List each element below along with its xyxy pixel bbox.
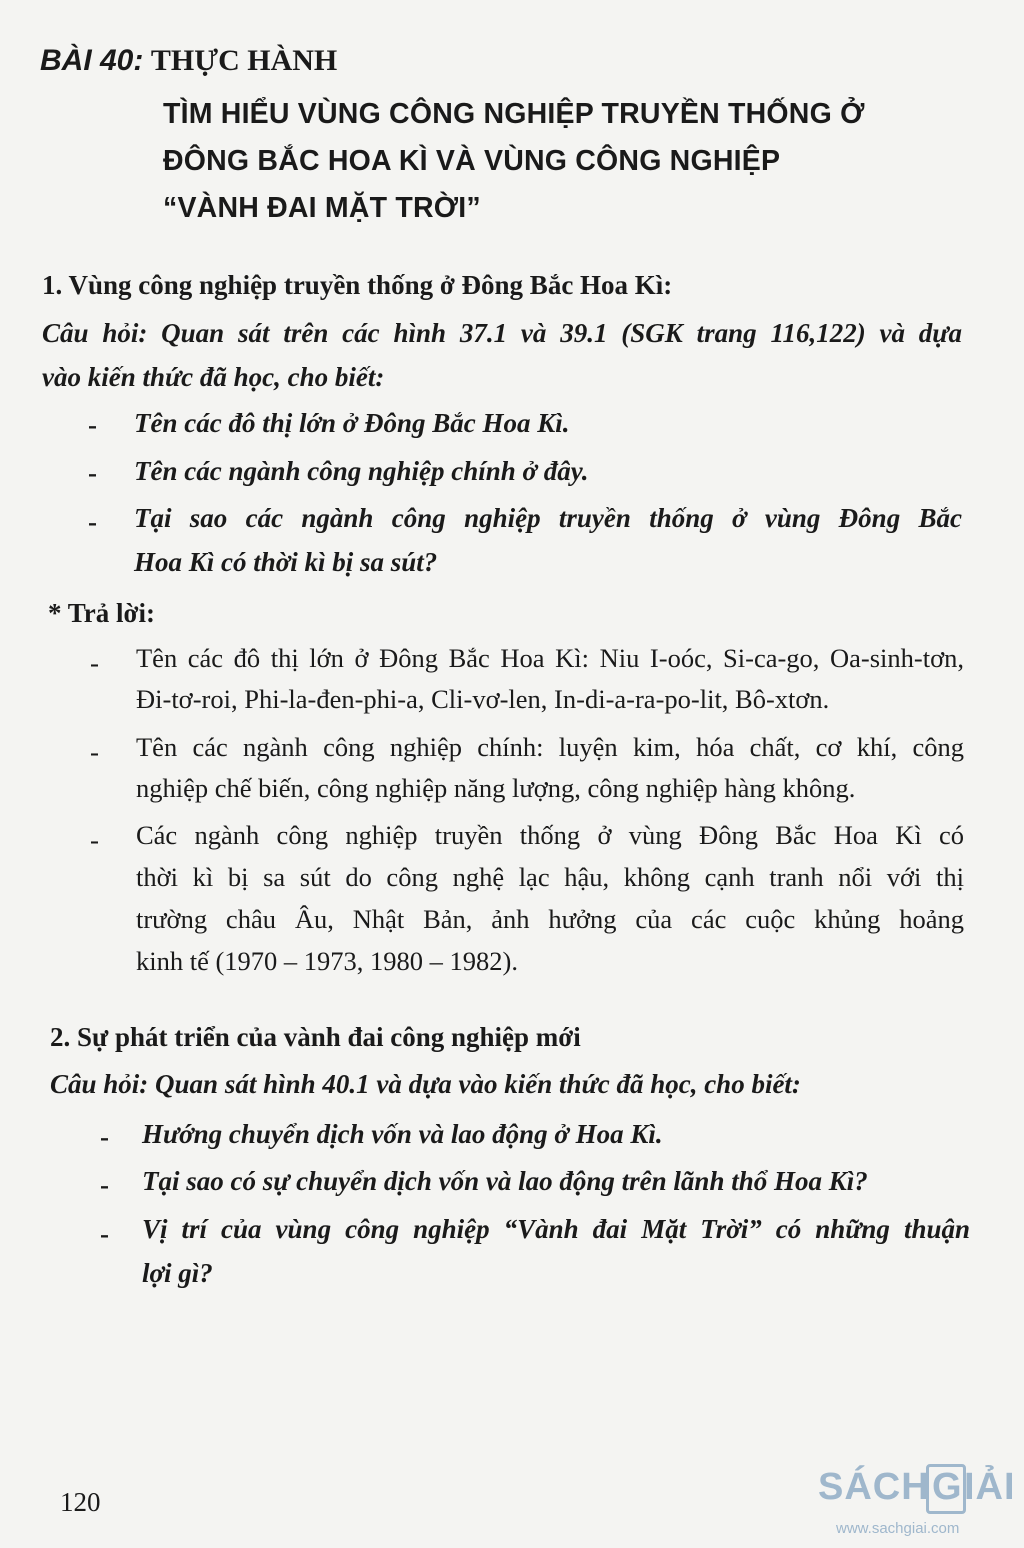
question-item: Tên các ngành công nghiệp chính ở đây.: [134, 456, 589, 486]
bullet-dash: -: [90, 737, 99, 767]
bullet-dash: -: [88, 410, 97, 440]
question-item: Tại sao các ngành công nghiệp truyền thống ở vùng Đông Bắc: [134, 503, 962, 533]
question-item: Tên các đô thị lớn ở Đông Bắc Hoa Kì.: [134, 408, 570, 438]
lesson-title-line: ĐÔNG BẮC HOA KÌ VÀ VÙNG CÔNG NGHIỆP: [163, 145, 781, 177]
section-2-question: Câu hỏi: Quan sát hình 40.1 và dựa vào kiến thức đã học, cho biết:: [50, 1069, 801, 1099]
bullet-dash: -: [88, 458, 97, 488]
bullet-dash: -: [90, 648, 99, 678]
question-item: Hướng chuyển dịch vốn và lao động ở Hoa Kì.: [142, 1119, 663, 1149]
section-1-question: vào kiến thức đã học, cho biết:: [42, 362, 385, 392]
lesson-type: THỰC HÀNH: [150, 44, 338, 77]
answer-item: trường châu Âu, Nhật Bản, ảnh hưởng của các cuộc khủng hoảng: [136, 904, 964, 934]
question-item: Tại sao có sự chuyển dịch vốn và lao động trên lãnh thổ Hoa Kì?: [142, 1166, 868, 1196]
lesson-title-line: “VÀNH ĐAI MẶT TRỜI”: [163, 192, 481, 224]
watermark-text: G: [932, 1466, 963, 1508]
question-item: Vị trí của vùng công nghiệp “Vành đai Mặt Trời” có những thuận: [142, 1214, 970, 1244]
lesson-number: BÀI 40:: [40, 44, 144, 77]
bullet-dash: -: [88, 507, 97, 537]
page-number: 120: [60, 1487, 101, 1517]
answer-item: Tên các ngành công nghiệp chính: luyện kim, hóa chất, cơ khí, công: [136, 732, 964, 762]
section-2-heading: 2. Sự phát triển của vành đai công nghiệp mới: [50, 1022, 581, 1052]
answer-item: Đi-tơ-roi, Phi-la-đen-phi-a, Cli-vơ-len, In-di-a-ra-po-lit, Bô-xtơn.: [136, 684, 830, 714]
bullet-dash: -: [90, 825, 99, 855]
section-1-question: Câu hỏi: Quan sát trên các hình 37.1 và 39.1 (SGK trang 116,122) và dựa: [42, 318, 962, 348]
lesson-heading: [40, 44, 337, 78]
watermark-text: IẢI: [964, 1466, 1016, 1508]
bullet-dash: -: [100, 1219, 109, 1249]
question-item: Hoa Kì có thời kì bị sa sút?: [134, 547, 438, 577]
bullet-dash: -: [100, 1122, 109, 1152]
watermark-url: www.sachgiai.com: [836, 1520, 960, 1537]
answer-item: kinh tế (1970 – 1973, 1980 – 1982).: [136, 946, 519, 976]
watermark-logo: [818, 1460, 1018, 1540]
answer-label: * Trả lời:: [48, 598, 155, 628]
lesson-title-line: TÌM HIỂU VÙNG CÔNG NGHIỆP TRUYỀN THỐNG Ở: [163, 98, 865, 130]
question-item: lợi gì?: [142, 1258, 213, 1288]
answer-item: Tên các đô thị lớn ở Đông Bắc Hoa Kì: Niu I-oóc, Si-ca-go, Oa-sinh-tơn,: [136, 643, 964, 673]
watermark-text: SÁCH: [818, 1466, 930, 1508]
bullet-dash: -: [100, 1170, 109, 1200]
answer-item: thời kì bị sa sút do công nghệ lạc hậu, không cạnh tranh nổi với thị: [136, 862, 964, 892]
section-1-heading: 1. Vùng công nghiệp truyền thống ở Đông Bắc Hoa Kì:: [42, 270, 673, 300]
answer-item: nghiệp chế biến, công nghiệp năng lượng, công nghiệp hàng không.: [136, 773, 856, 803]
answer-item: Các ngành công nghiệp truyền thống ở vùng Đông Bắc Hoa Kì có: [136, 820, 964, 850]
